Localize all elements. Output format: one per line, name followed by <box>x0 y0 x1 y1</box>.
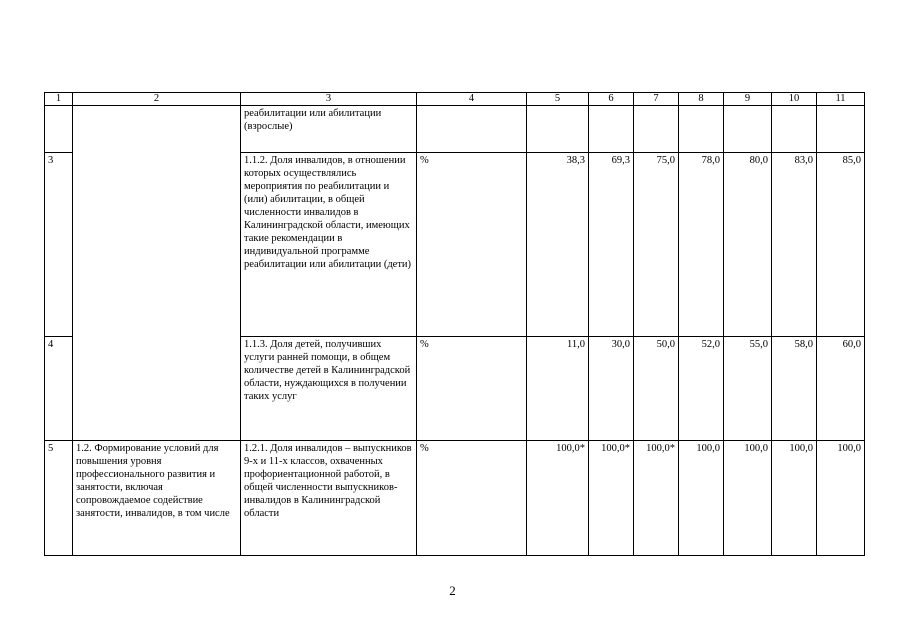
value-cell: 38,3 <box>527 153 589 337</box>
column-number-header-row <box>45 93 865 106</box>
value-cell <box>634 106 679 153</box>
table-row <box>45 106 865 153</box>
value-cell: 100,0* <box>634 441 679 556</box>
value-cell <box>772 106 817 153</box>
value-cell <box>817 106 865 153</box>
value-cell: 50,0 <box>634 337 679 441</box>
indicators-table <box>44 92 865 556</box>
unit-cell: % <box>417 441 527 556</box>
indicator-cell: 1.2.1. Доля инвалидов – выпускников 9-х и 11-х классов, охваченных профориентационной работой, в общей численности выпускников-инвалидов в Калининградской области <box>241 441 417 556</box>
value-cell: 52,0 <box>679 337 724 441</box>
column-header: 2 <box>73 93 241 106</box>
column-header: 7 <box>634 93 679 106</box>
row-number-cell: 5 <box>45 441 73 556</box>
row-number-cell: 3 <box>45 153 73 337</box>
value-cell <box>527 106 589 153</box>
value-cell <box>679 106 724 153</box>
column-header: 6 <box>589 93 634 106</box>
value-cell: 75,0 <box>634 153 679 337</box>
value-cell: 100,0* <box>527 441 589 556</box>
value-cell: 100,0 <box>724 441 772 556</box>
task-cell <box>73 106 241 441</box>
value-cell: 30,0 <box>589 337 634 441</box>
value-cell: 60,0 <box>817 337 865 441</box>
indicator-cell: 1.1.3. Доля детей, получивших услуги ранней помощи, в общем количестве детей в Калининградской области, нуждающихся в получении таких услуг <box>241 337 417 441</box>
unit-cell: % <box>417 153 527 337</box>
unit-cell <box>417 106 527 153</box>
value-cell: 100,0 <box>679 441 724 556</box>
value-cell: 58,0 <box>772 337 817 441</box>
value-cell: 11,0 <box>527 337 589 441</box>
column-header: 4 <box>417 93 527 106</box>
indicator-cell: 1.1.2. Доля инвалидов, в отношении которых осуществлялись мероприятия по реабилитации и (или) абилитации, в общей численности инвалидов в Калининградской области, имеющих такие рекомендации в индивидуальной программе реабилитации или абилитации (дети) <box>241 153 417 337</box>
value-cell <box>589 106 634 153</box>
column-header: 11 <box>817 93 865 106</box>
value-cell: 85,0 <box>817 153 865 337</box>
column-header: 8 <box>679 93 724 106</box>
column-header: 10 <box>772 93 817 106</box>
value-cell: 78,0 <box>679 153 724 337</box>
value-cell: 100,0 <box>817 441 865 556</box>
task-cell: 1.2. Формирование условий для повышения уровня профессионального развития и занятости, включая сопровождаемое содействие занятости, инвалидов, в том числе <box>73 441 241 556</box>
table-row <box>45 441 865 556</box>
value-cell: 100,0 <box>772 441 817 556</box>
value-cell: 55,0 <box>724 337 772 441</box>
value-cell: 83,0 <box>772 153 817 337</box>
row-number-cell: 4 <box>45 337 73 441</box>
column-header: 3 <box>241 93 417 106</box>
column-header: 1 <box>45 93 73 106</box>
value-cell <box>724 106 772 153</box>
row-number-cell <box>45 106 73 153</box>
column-header: 5 <box>527 93 589 106</box>
column-header: 9 <box>724 93 772 106</box>
indicator-cell: реабилитации или абилитации (взрослые) <box>241 106 417 153</box>
value-cell: 100,0* <box>589 441 634 556</box>
value-cell: 69,3 <box>589 153 634 337</box>
page-number: 2 <box>449 583 456 598</box>
unit-cell: % <box>417 337 527 441</box>
value-cell: 80,0 <box>724 153 772 337</box>
